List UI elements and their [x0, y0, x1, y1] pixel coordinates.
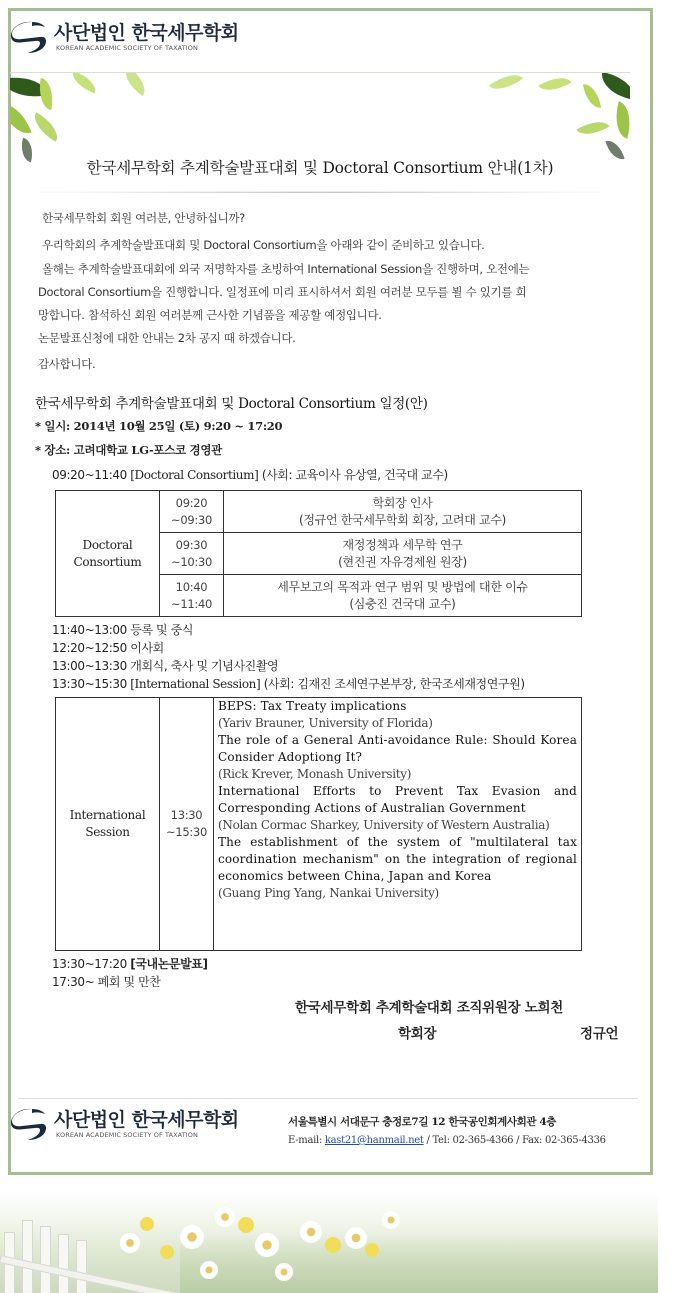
- daisy: [382, 1211, 400, 1229]
- talk-speaker: (Yariv Brauner, University of Florida): [218, 716, 433, 730]
- leaf-decoration: [28, 112, 64, 142]
- title-shadow: [40, 191, 600, 193]
- daisy: [180, 1225, 204, 1249]
- item-text: 개회식, 축사 및 기념사진촬영: [130, 659, 279, 673]
- doctoral-time: 09:20~11:40: [52, 468, 127, 482]
- closing: 감사합니다.: [38, 357, 96, 371]
- schedule-item: [52, 955, 208, 972]
- daisy: [275, 1263, 293, 1281]
- daisy: [120, 1233, 140, 1253]
- talk-title: The role of a General Anti-avoidance Rule: Should Korea Consider Adoptiong It?: [218, 733, 577, 764]
- session-label-cell: [56, 698, 160, 951]
- signature-organizer: 한국세무학회 추계학술대회 조직위원장 노희천: [295, 1000, 564, 1016]
- item-time: 11:40~13:00: [52, 623, 127, 637]
- schedule-item: [52, 973, 160, 990]
- daisy: [300, 1221, 322, 1243]
- ks-logo-icon: [10, 1107, 48, 1141]
- time-cell: [160, 698, 214, 951]
- talk-title: The establishment of the system of "multilateral tax coordination mechanism" on the integration of regional economics between China, Japan and Korea: [218, 835, 577, 883]
- talk-cell: [224, 575, 582, 617]
- yellow-flower: [365, 1243, 379, 1257]
- talk-cell: [224, 533, 582, 575]
- talk-cell: [224, 491, 582, 533]
- talk-speaker: (현진권 자유경제원 원장): [338, 554, 467, 569]
- intro-line: 논문발표신청에 대한 안내는 2차 공지 때 하겠습니다.: [38, 331, 296, 345]
- footer-address: 서울특별시 서대문구 충정로7길 12 한국공인회계사회관 4층: [288, 1116, 556, 1128]
- talk-title: BEPS: Tax Treaty implications: [218, 699, 407, 713]
- table-row: [56, 491, 582, 533]
- intl-header: [52, 675, 525, 692]
- item-time: 13:00~13:30: [52, 659, 127, 673]
- intl-time: 13:30~15:30: [52, 677, 127, 691]
- international-table: [55, 697, 582, 951]
- time-start: 10:40: [175, 579, 208, 594]
- leaf-decoration: [598, 73, 630, 100]
- leaf-decoration: [577, 114, 610, 141]
- talk-title: 세무보고의 목적과 연구 범위 및 방법에 대한 이슈: [277, 579, 528, 594]
- item-text: 이사회: [130, 641, 164, 655]
- time-end: ~10:30: [171, 554, 212, 569]
- item-time: 13:30~17:20: [52, 957, 127, 971]
- signature-name: 정규언: [580, 1026, 619, 1042]
- footer-logo: [10, 1107, 239, 1141]
- item-text: 폐회 및 만찬: [97, 975, 161, 989]
- grass-decoration: [180, 1233, 658, 1293]
- yellow-flower: [140, 1217, 154, 1231]
- schedule-item: [52, 621, 193, 638]
- intro-line: Doctoral Consortium을 진행합니다. 일정표에 미리 표시하셔서 회원 여러분 모두를 뵐 수 있기를 희: [38, 285, 527, 299]
- talk-speaker: (정규언 한국세무학회 회장, 고려대 교수): [298, 512, 506, 527]
- leaf-banner: [10, 73, 630, 193]
- intro-line: 올해는 추계학술발표대회에 외국 저명학자를 초빙하여 International Session을 진행하며, 오전에는: [42, 262, 530, 276]
- fence-picket: [76, 1240, 87, 1293]
- doctoral-label: [Doctoral Consortium]: [130, 468, 259, 482]
- time-end: ~09:30: [171, 512, 212, 527]
- talk-title: 학회장 인사: [372, 495, 433, 510]
- signature-role: 학회장: [398, 1026, 437, 1042]
- time-start: 09:30: [175, 537, 208, 552]
- item-time: 17:30~: [52, 975, 95, 989]
- daisy: [345, 1227, 367, 1249]
- talk-title: International Efforts to Prevent Tax Evasion and Corresponding Actions of Australian Government: [218, 784, 577, 815]
- time-cell: [160, 491, 224, 533]
- venue-line: * 장소: 고려대학교 LG-포스코 경영관: [35, 443, 222, 457]
- session-label: Consortium: [73, 554, 142, 569]
- item-text: [국내논문발표]: [130, 957, 208, 971]
- intro-line: 우리학회의 추계학술발표대회 및 Doctoral Consortium을 아래와 같이 준비하고 있습니다.: [42, 238, 485, 252]
- header-logo: [10, 20, 239, 54]
- item-time: 12:20~12:50: [52, 641, 127, 655]
- session-label: Doctoral: [82, 537, 133, 552]
- fence-picket: [22, 1220, 33, 1293]
- time-end: ~15:30: [166, 825, 207, 839]
- doctoral-header: [52, 466, 448, 483]
- fence-picket: [40, 1226, 51, 1293]
- session-label: International: [69, 808, 146, 822]
- item-text: 등록 및 중식: [130, 623, 194, 637]
- org-name-en: KOREAN ACADEMIC SOCIETY OF TAXATION: [56, 43, 198, 52]
- leaf-decoration: [68, 73, 99, 93]
- email-label: E-mail:: [288, 1135, 322, 1146]
- table-row: [56, 698, 582, 951]
- ks-logo-icon: [10, 20, 48, 54]
- time-cell: [160, 533, 224, 575]
- session-label-cell: [56, 491, 160, 617]
- talk-speaker: (Guang Ping Yang, Nankai University): [218, 886, 439, 900]
- daisy: [200, 1261, 218, 1279]
- date-line: * 일시: 2014년 10월 25일 (토) 9:20 ~ 17:20: [35, 419, 283, 433]
- talk-title: 재정정책과 세무학 연구: [342, 537, 463, 552]
- talk-speaker: (Nolan Cormac Sharkey, University of Western Australia): [218, 818, 550, 832]
- yellow-flower: [160, 1245, 174, 1259]
- talk-speaker: (Rick Krever, Monash University): [218, 767, 412, 781]
- greeting: 한국세무학회 회원 여러분, 안녕하십니까?: [42, 211, 245, 225]
- fence-picket: [58, 1234, 69, 1293]
- daisy: [215, 1207, 235, 1227]
- intl-label: [International Session]: [130, 677, 261, 691]
- leaf-decoration: [118, 73, 152, 96]
- email-link[interactable]: kast21@hanmail.net: [324, 1135, 424, 1146]
- talk-speaker: (심충진 건국대 교수): [349, 596, 456, 611]
- schedule-item: [52, 639, 164, 656]
- org-name-en: KOREAN ACADEMIC SOCIETY OF TAXATION: [56, 1130, 198, 1139]
- talks-cell: [214, 698, 582, 951]
- doctoral-table: [55, 490, 582, 617]
- schedule-title: 한국세무학회 추계학술발표대회 및 Doctoral Consortium 일정(안): [35, 396, 428, 412]
- phone-fax: / Tel: 02-365-4366 / Fax: 02-365-4336: [426, 1135, 606, 1146]
- footer-divider: [18, 1098, 638, 1099]
- flower-fence-decoration: [0, 1193, 658, 1293]
- doctoral-host: (사회: 교육이사 유상열, 건국대 교수): [261, 468, 448, 482]
- leaf-decoration: [539, 73, 572, 98]
- daisy: [255, 1233, 279, 1257]
- session-label: Session: [85, 825, 130, 839]
- leaf-decoration: [583, 82, 601, 110]
- intl-host: (사회: 김재진 조세연구본부장, 한국조세재정연구원): [263, 677, 525, 691]
- org-name-ko: 사단법인 한국세무학회: [54, 1108, 239, 1131]
- intro-line: 망합니다. 참석하신 회원 여러분께 근사한 기념품을 제공할 예정입니다.: [38, 308, 382, 322]
- yellow-flower: [325, 1237, 341, 1253]
- leaf-decoration: [610, 101, 630, 139]
- footer-contact: [288, 1135, 606, 1146]
- time-start: 09:20: [175, 495, 208, 510]
- org-name-ko: 사단법인 한국세무학회: [54, 21, 239, 44]
- time-cell: [160, 575, 224, 617]
- notice-title: 한국세무학회 추계학술발표대회 및 Doctoral Consortium 안내(1차): [86, 159, 554, 177]
- schedule-item: [52, 657, 278, 674]
- yellow-flower: [238, 1217, 254, 1233]
- leaf-decoration: [489, 73, 523, 97]
- time-start: 13:30: [170, 808, 203, 822]
- leaf-decoration: [10, 99, 32, 140]
- time-end: ~11:40: [171, 596, 212, 611]
